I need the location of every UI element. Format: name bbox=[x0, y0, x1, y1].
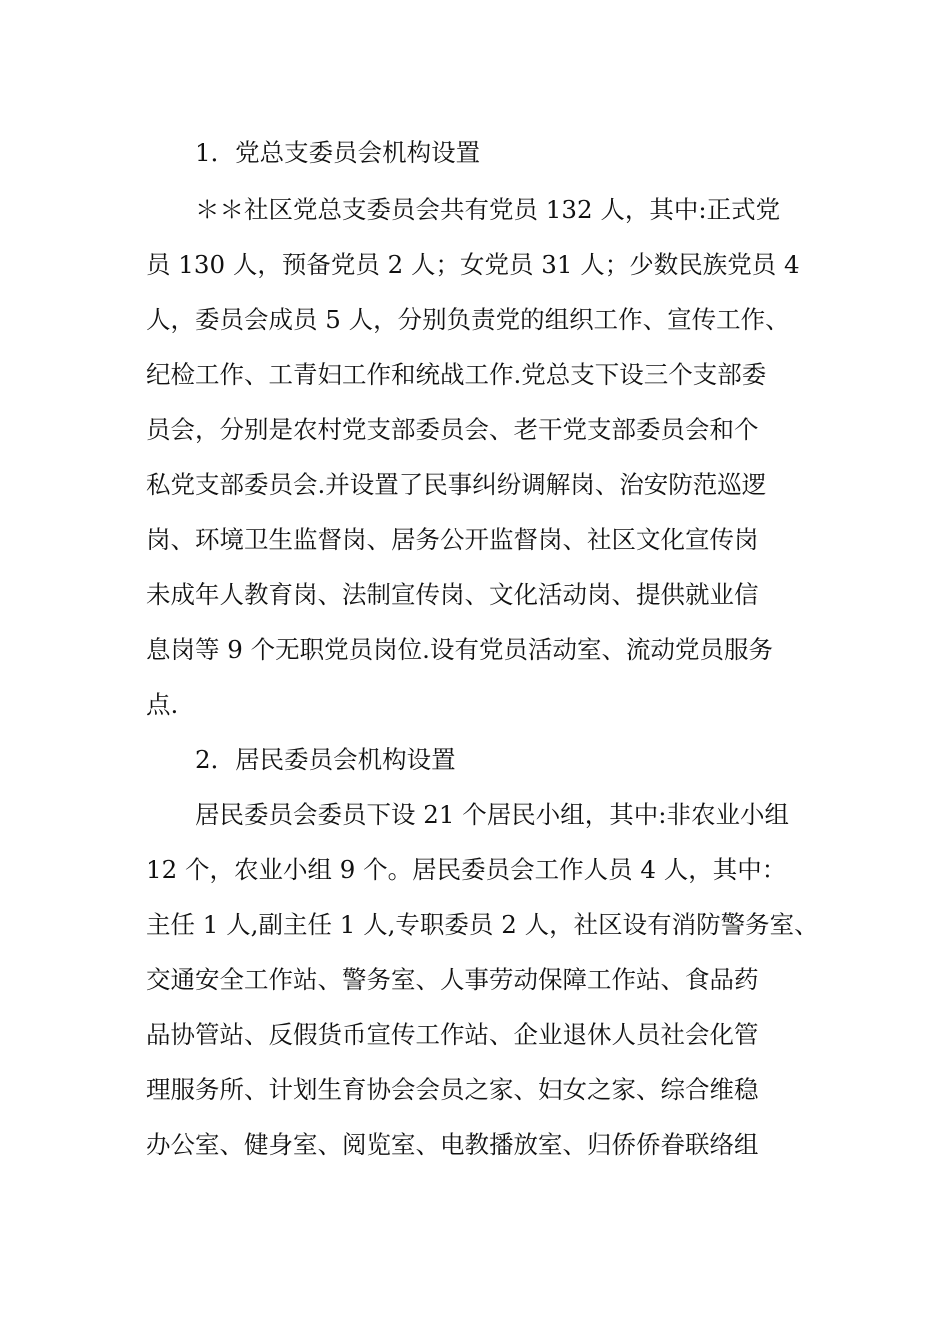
section-heading: 2．居民委员会机构设置 bbox=[195, 745, 456, 774]
paragraph-line: 交通安全工作站、警务室、人事劳动保障工作站、食品药 bbox=[146, 965, 759, 994]
paragraph-line: 点. bbox=[146, 690, 179, 719]
paragraph-line: 息岗等 9 个无职党员岗位.设有党员活动室、流动党员服务 bbox=[146, 635, 773, 664]
paragraph-line: 员会，分别是农村党支部委员会、老干党支部委员会和个 bbox=[146, 415, 759, 444]
paragraph-line: 纪检工作、工青妇工作和统战工作.党总支下设三个支部委 bbox=[146, 360, 767, 389]
paragraph-line: 12 个，农业小组 9 个。居民委员会工作人员 4 人，其中： bbox=[146, 855, 787, 884]
paragraph-line: 理服务所、计划生育协会会员之家、妇女之家、综合维稳 bbox=[146, 1075, 759, 1104]
paragraph-line: 品协管站、反假货币宣传工作站、企业退休人员社会化管 bbox=[146, 1020, 759, 1049]
paragraph-line: 未成年人教育岗、法制宣传岗、文化活动岗、提供就业信 bbox=[146, 580, 759, 609]
paragraph-line: 员 130 人，预备党员 2 人；女党员 31 人；少数民族党员 4 bbox=[146, 250, 800, 279]
paragraph-line: 办公室、健身室、阅览室、电教播放室、归侨侨眷联络组 bbox=[146, 1130, 759, 1159]
paragraph-line: 岗、环境卫生监督岗、居务公开监督岗、社区文化宣传岗 bbox=[146, 525, 759, 554]
paragraph-line: 居民委员会委员下设 21 个居民小组，其中:非农业小组 bbox=[195, 800, 790, 829]
paragraph-line: 主任 1 人,副主任 1 人,专职委员 2 人，社区设有消防警务室、 bbox=[146, 910, 819, 939]
paragraph-line: 人，委员会成员 5 人，分别负责党的组织工作、宣传工作、 bbox=[146, 305, 790, 334]
section-heading: 1．党总支委员会机构设置 bbox=[195, 138, 481, 167]
paragraph-line: 私党支部委员会.并设置了民事纠纷调解岗、治安防范巡逻 bbox=[146, 470, 767, 499]
paragraph-line: ＊＊社区党总支委员会共有党员 132 人，其中:正式党 bbox=[195, 195, 781, 224]
